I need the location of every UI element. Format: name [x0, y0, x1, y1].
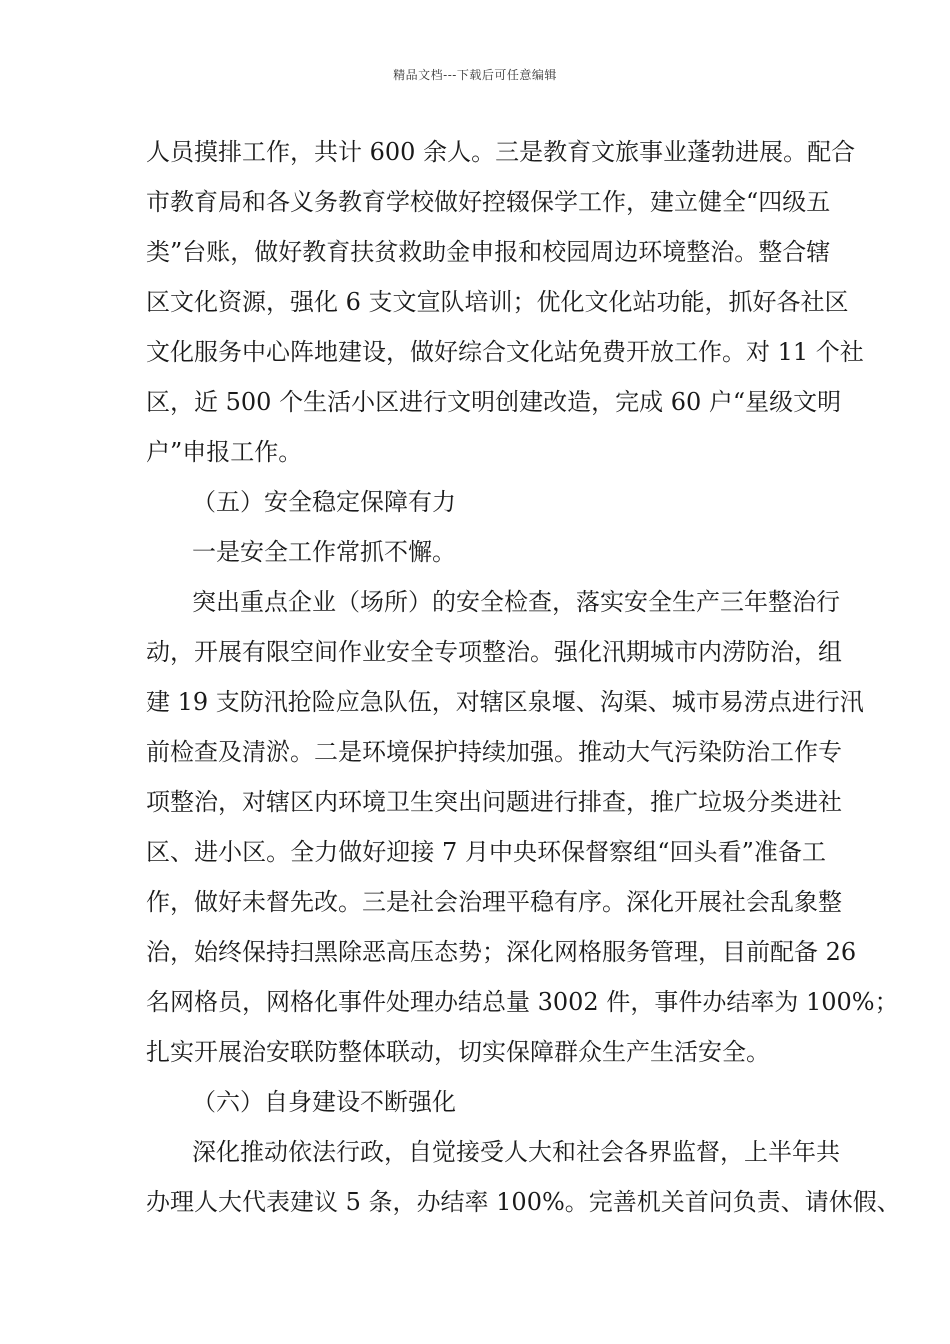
section-heading: （六）自身建设不断强化 [192, 1088, 456, 1116]
section-heading: （五）安全稳定保障有力 [192, 488, 456, 516]
text-line: 区，近 500 个生活小区进行文明创建改造，完成 60 户“星级文明 [146, 388, 842, 416]
text-line: 前检查及清淤。二是环境保护持续加强。推动大气污染防治工作专 [146, 738, 842, 766]
text-line: 名网格员，网格化事件处理办结总量 3002 件，事件办结率为 100%； [146, 988, 899, 1016]
text-line: 治，始终保持扫黑除恶高压态势；深化网格服务管理，目前配备 26 [146, 938, 857, 966]
text-line: 深化推动依法行政，自觉接受人大和社会各界监督，上半年共 [192, 1138, 840, 1166]
text-line: 类”台账，做好教育扶贫救助金申报和校园周边环境整治。整合辖 [146, 238, 831, 266]
text-line: 户”申报工作。 [146, 438, 303, 466]
text-line: 动，开展有限空间作业安全专项整治。强化汛期城市内涝防治，组 [146, 638, 842, 666]
subsection-heading: 一是安全工作常抓不懈。 [192, 538, 456, 566]
text-line: 文化服务中心阵地建设，做好综合文化站免费开放工作。对 11 个社 [146, 338, 864, 366]
text-line: 突出重点企业（场所）的安全检查，落实安全生产三年整治行 [192, 588, 840, 616]
text-line: 项整治，对辖区内环境卫生突出问题进行排查，推广垃圾分类进社 [146, 788, 842, 816]
text-line: 扎实开展治安联防整体联动，切实保障群众生产生活安全。 [146, 1038, 770, 1066]
text-line: 人员摸排工作，共计 600 余人。三是教育文旅事业蓬勃进展。配合 [146, 138, 856, 166]
text-line: 办理人大代表建议 5 条，办结率 100%。完善机关首问负责、请休假、 [146, 1188, 901, 1216]
text-line: 建 19 支防汛抢险应急队伍，对辖区泉堰、沟渠、城市易涝点进行汛 [146, 688, 864, 716]
text-line: 作，做好未督先改。三是社会治理平稳有序。深化开展社会乱象整 [146, 888, 842, 916]
text-line: 市教育局和各义务教育学校做好控辍保学工作，建立健全“四级五 [146, 188, 831, 216]
document-body [146, 132, 901, 1232]
text-line: 区文化资源，强化 6 支文宣队培训；优化文化站功能，抓好各社区 [146, 288, 849, 316]
page-header: 精品文档---下载后可任意编辑 [393, 68, 557, 82]
text-line: 区、进小区。全力做好迎接 7 月中央环保督察组“回头看”准备工 [146, 838, 826, 866]
